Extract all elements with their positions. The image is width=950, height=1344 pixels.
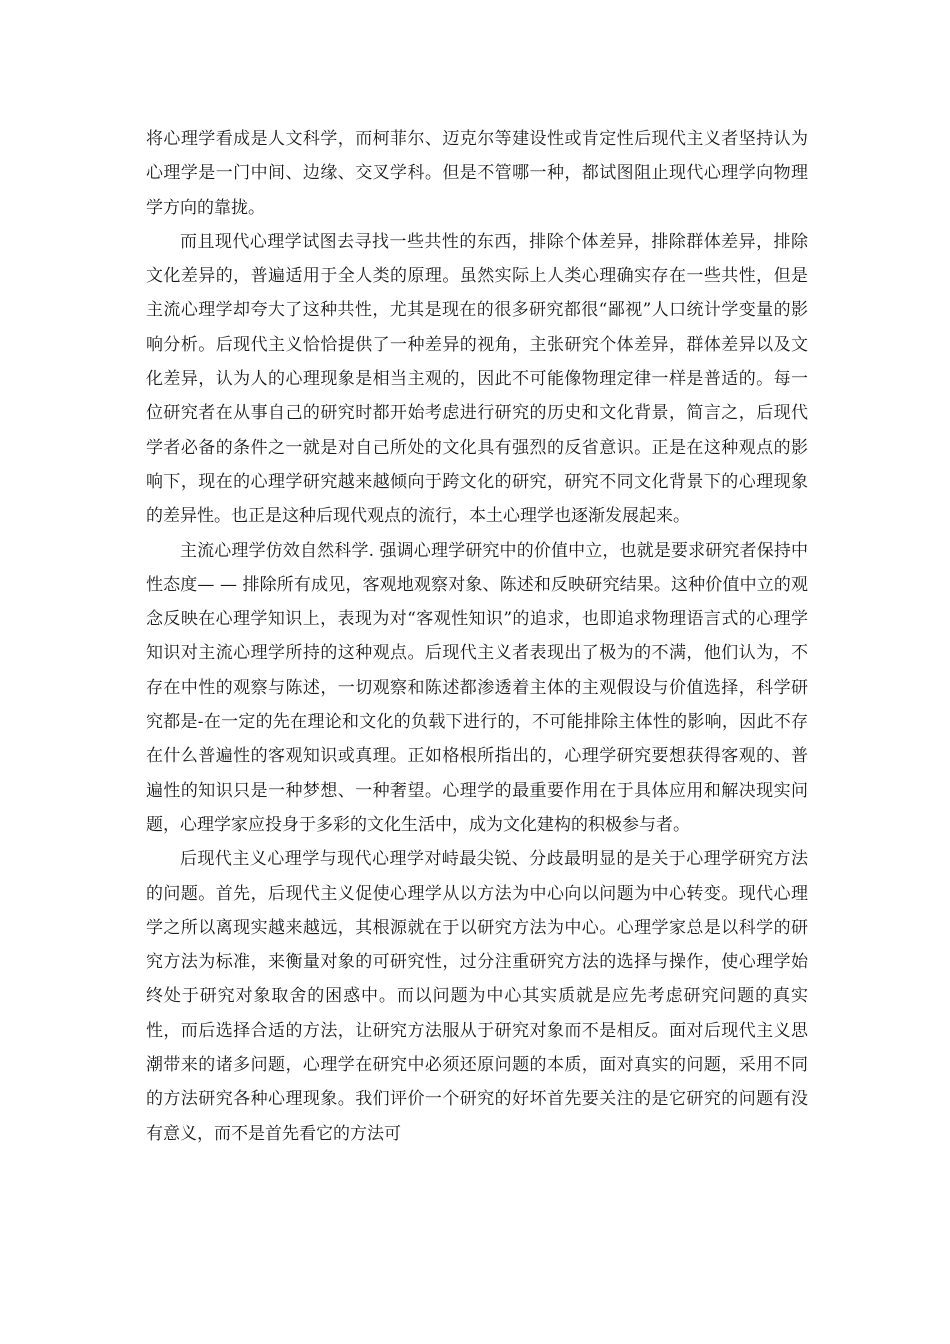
paragraph-1: 将心理学看成是人文科学，而柯菲尔、迈克尔等建设性或肯定性后现代主义者坚持认为心理学是一门中间、边缘、交叉学科。但是不管哪一种，都试图阻止现代心理学向物理学方向的靠拢。 bbox=[146, 129, 808, 218]
paragraph-2: 而且现代心理学试图去寻找一些共性的东西，排除个体差异，排除群体差异，排除文化差异的，普遍适用于全人类的原理。虽然实际上人类心理确实存在一些共性，但是主流心理学却夸大了这种共性，尤其是现在的很多研究都很“鄙视”人口统计学变量的影响分析。后现代主义恰恰提供了一种差异的视角，主张研究个体差异，群体差异以及文化差异，认为人的心理现象是相当主观的，因此不可能像物理定律一样是普适的。每一位研究者在从事自己的研究时都开始考虑进行研究的历史和文化背景，简言之，后现代学者必备的条件之一就是对自己所处的文化具有强烈的反省意识。正是在这种观点的影响下，现在的心理学研究越来越倾向于跨文化的研究，研究不同文化背景下的心理现象的差异性。也正是这种后现代观点的流行，本土心理学也逐渐发展起来。 bbox=[146, 231, 808, 527]
document-body bbox=[146, 122, 808, 1151]
paragraph-3: 主流心理学仿效自然科学. 强调心理学研究中的价值中立，也就是要求研究者保持中性态度— — 排除所有成见，客观地观察对象、陈述和反映研究结果。这种价值中立的观念反映在心理学知识上，表现为对“客观性知识”的追求，也即追求物理语言式的心理学知识对主流心理学所持的这种观点。后现代主义者表现出了极为的不满，他们认为，不存在中性的观察与陈述，一切观察和陈述都渗透着主体的主观假设与价值选择，科学研究都是-在一定的先在理论和文化的负载下进行的，不可能排除主体性的影响，因此不存在什么普遍性的客观知识或真理。正如格根所指出的，心理学研究要想获得客观的、普遍性的知识只是一种梦想、一种奢望。心理学的最重要作用在于具体应用和解决现实问题，心理学家应投身于多彩的文化生活中，成为文化建构的积极参与者。 bbox=[146, 540, 808, 835]
paragraph-4: 后现代主义心理学与现代心理学对峙最尖锐、分歧最明显的是关于心理学研究方法的问题。首先，后现代主义促使心理学从以方法为中心向以问题为中心转变。现代心理学之所以离现实越来越远，其根源就在于以研究方法为中心。心理学家总是以科学的研究方法为标准，来衡量对象的可研究性，过分注重研究方法的选择与操作，使心理学始终处于研究对象取舍的困惑中。而以问题为中心其实质就是应先考虑研究问题的真实性，而后选择合适的方法，让研究方法服从于研究对象而不是相反。面对后现代主义思潮带来的诸多问题，心理学在研究中必须还原问题的本质，面对真实的问题，采用不同的方法研究各种心理现象。我们评价一个研究的好坏首先要关注的是它研究的问题有没有意义，而不是首先看它的方法可 bbox=[146, 849, 808, 1144]
